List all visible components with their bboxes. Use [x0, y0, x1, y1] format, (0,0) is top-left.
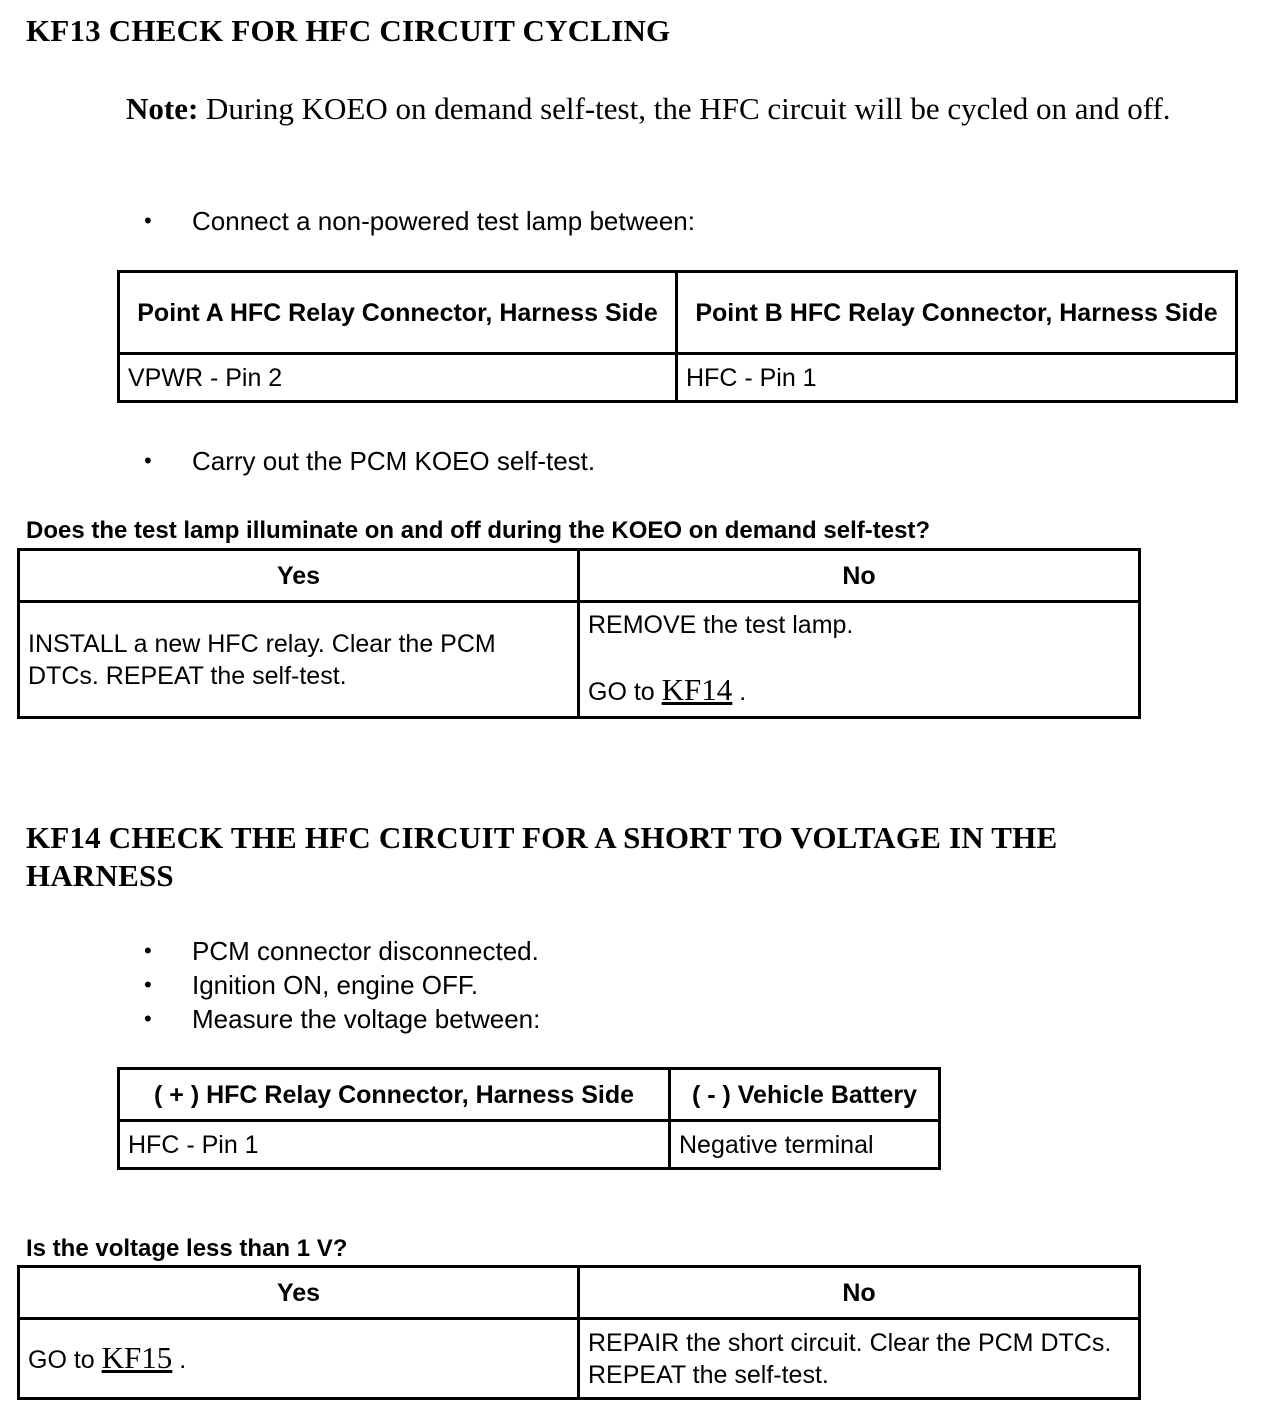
bullet-text: Connect a non-powered test lamp between:	[192, 206, 695, 236]
goto-suffix: .	[732, 678, 747, 706]
lamp-table-point-b-value: HFC - Pin 1	[677, 354, 1237, 402]
kf13-bullet-self-test	[144, 444, 1044, 478]
kf13-no-action	[579, 602, 1140, 718]
kf13-no-header: No	[579, 550, 1140, 602]
bullet-icon: •	[144, 448, 152, 473]
kf13-lamp-table	[117, 270, 1238, 403]
kf14-no-action: REPAIR the short circuit. Clear the PCM DTCs. REPEAT the self-test.	[579, 1319, 1140, 1399]
kf14-question: Is the voltage less than 1 V?	[26, 1235, 348, 1262]
kf13-no-line1: REMOVE the test lamp.	[588, 611, 854, 639]
bullet-text: Measure the voltage between:	[192, 1004, 541, 1034]
kf15-link[interactable]: KF15	[101, 1339, 173, 1375]
kf14-link[interactable]: KF14	[661, 672, 733, 707]
lamp-table-header-point-a: Point A HFC Relay Connector, Harness Side	[119, 272, 677, 354]
kf13-answer-table	[17, 548, 1141, 719]
goto-prefix: GO to	[28, 1345, 102, 1374]
bullet-text: Carry out the PCM KOEO self-test.	[192, 446, 596, 476]
lamp-table-point-a-value: VPWR - Pin 2	[119, 354, 677, 402]
kf13-bullet-connect	[144, 204, 1044, 238]
voltage-table-header-positive: ( + ) HFC Relay Connector, Harness Side	[119, 1069, 670, 1121]
bullet-icon: •	[144, 1006, 152, 1031]
kf14-heading-line2: HARNESS	[26, 858, 174, 893]
note-text: During KOEO on demand self-test, the HFC circuit will be cycled on and off.	[198, 91, 1171, 126]
kf14-bullet-measure	[144, 1002, 1044, 1036]
note-label: Note:	[126, 91, 199, 126]
kf14-yes-action	[19, 1319, 579, 1399]
voltage-table-positive-value: HFC - Pin 1	[119, 1121, 670, 1169]
goto-prefix: GO to	[588, 678, 662, 706]
kf14-yes-header: Yes	[19, 1267, 579, 1319]
kf14-heading	[26, 819, 1057, 895]
kf14-voltage-table	[117, 1067, 941, 1170]
bullet-icon: •	[144, 972, 152, 997]
kf13-note	[126, 90, 1226, 128]
lamp-table-header-point-b: Point B HFC Relay Connector, Harness Side	[677, 272, 1237, 354]
kf13-yes-action: INSTALL a new HFC relay. Clear the PCM DTCs. REPEAT the self-test.	[19, 602, 579, 718]
bullet-text: Ignition ON, engine OFF.	[192, 970, 479, 1000]
bullet-text: PCM connector disconnected.	[192, 936, 539, 966]
kf14-bullet-ignition	[144, 968, 1044, 1002]
kf13-no-goto	[588, 673, 1130, 709]
voltage-table-header-negative: ( - ) Vehicle Battery	[670, 1069, 940, 1121]
kf14-answer-table	[17, 1265, 1141, 1400]
kf14-heading-line1: KF14 CHECK THE HFC CIRCUIT FOR A SHORT TO VOLTAGE IN THE	[26, 820, 1058, 855]
kf14-bullet-pcm	[144, 934, 1044, 968]
kf13-heading: KF13 CHECK FOR HFC CIRCUIT CYCLING	[26, 13, 671, 48]
bullet-icon: •	[144, 938, 152, 963]
bullet-icon: •	[144, 208, 152, 233]
kf13-question: Does the test lamp illuminate on and off during the KOEO on demand self-test?	[26, 517, 931, 544]
kf14-no-header: No	[579, 1267, 1140, 1319]
voltage-table-negative-value: Negative terminal	[670, 1121, 940, 1169]
goto-suffix: .	[172, 1345, 187, 1374]
kf13-yes-header: Yes	[19, 550, 579, 602]
